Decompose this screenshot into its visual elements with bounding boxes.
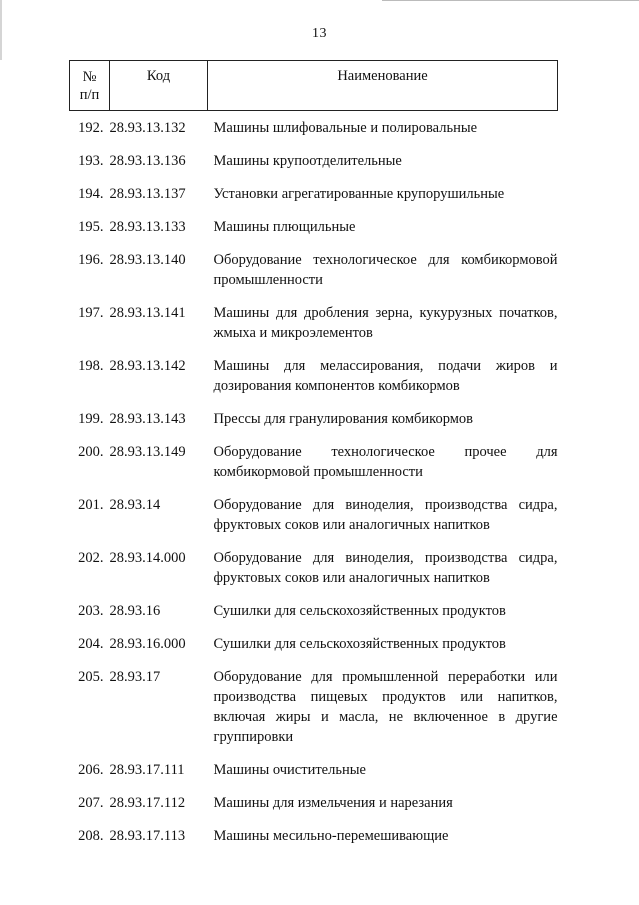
row-number: 199. — [78, 411, 104, 427]
row-name: Машины крупоотделительные — [213, 153, 402, 169]
row-name: Машины шлифовальные и полировальные — [213, 120, 478, 136]
column-header-code: Код — [110, 61, 208, 111]
row-code: 28.93.17.111 — [109, 762, 185, 778]
table-row — [70, 819, 558, 852]
row-name: Машины для измельчения и нарезания — [213, 795, 453, 811]
row-code: 28.93.13.140 — [109, 252, 186, 268]
row-number: 197. — [78, 305, 104, 321]
row-name: Машины для мелассирования, подачи жиров и дозирования компонентов комбикормов — [213, 358, 558, 394]
row-number: 200. — [78, 444, 104, 460]
row-code: 28.93.13.136 — [109, 153, 186, 169]
row-code: 28.93.13.143 — [109, 411, 186, 427]
row-number: 193. — [78, 153, 104, 169]
table-row — [70, 660, 558, 753]
table-header-row — [70, 61, 558, 111]
row-name: Сушилки для сельскохозяйственных продуктов — [213, 603, 506, 619]
row-name: Машины для дробления зерна, кукурузных початков, жмыха и микроэлементов — [213, 305, 558, 341]
row-number: 207. — [78, 795, 104, 811]
row-code: 28.93.17 — [109, 669, 161, 685]
row-name: Машины плющильные — [213, 219, 356, 235]
row-code: 28.93.13.137 — [109, 186, 186, 202]
row-number: 198. — [78, 358, 104, 374]
table-row — [70, 177, 558, 210]
table-row — [70, 243, 558, 296]
row-number: 206. — [78, 762, 104, 778]
row-code: 28.93.13.133 — [109, 219, 186, 235]
column-header-number-abbrev: п/п — [79, 86, 100, 103]
row-number: 196. — [78, 252, 104, 268]
table-row — [70, 402, 558, 435]
page-number: 13 — [312, 26, 327, 41]
table-row — [70, 594, 558, 627]
row-name: Оборудование технологическое прочее для комбикормовой промышленности — [213, 444, 558, 480]
table-row — [70, 349, 558, 402]
row-number: 204. — [78, 636, 104, 652]
table-row — [70, 627, 558, 660]
row-number: 202. — [78, 550, 104, 566]
table-row — [70, 210, 558, 243]
row-code: 28.93.13.141 — [109, 305, 186, 321]
table-row — [70, 296, 558, 349]
row-name: Прессы для гранулирования комбикормов — [213, 411, 474, 427]
row-code: 28.93.16.000 — [109, 636, 186, 652]
row-code: 28.93.14.000 — [109, 550, 186, 566]
row-number: 205. — [78, 669, 104, 685]
row-number: 208. — [78, 828, 104, 844]
table-row — [70, 111, 558, 145]
table-row — [70, 753, 558, 786]
row-number: 192. — [78, 120, 104, 136]
row-code: 28.93.17.112 — [109, 795, 186, 811]
row-name: Оборудование технологическое для комбикормовой промышленности — [213, 252, 558, 288]
column-header-number — [70, 61, 110, 111]
row-code: 28.93.13.142 — [109, 358, 186, 374]
column-header-name: Наименование — [208, 61, 558, 111]
row-code: 28.93.13.149 — [109, 444, 186, 460]
row-code: 28.93.17.113 — [109, 828, 186, 844]
scan-edge-mark-top — [382, 0, 639, 1]
row-name: Оборудование для виноделия, производства сидра, фруктовых соков или аналогичных напитков — [213, 497, 558, 533]
table-row — [70, 144, 558, 177]
table-row — [70, 786, 558, 819]
row-name: Оборудование для виноделия, производства сидра, фруктовых соков или аналогичных напитков — [213, 550, 558, 586]
row-number: 203. — [78, 603, 104, 619]
row-name: Установки агрегатированные крупорушильные — [213, 186, 505, 202]
row-name: Машины месильно-перемешивающие — [213, 828, 449, 844]
equipment-code-table — [69, 60, 558, 852]
row-code: 28.93.14 — [109, 497, 161, 513]
row-number: 201. — [78, 497, 104, 513]
table-row — [70, 541, 558, 594]
table-row — [70, 488, 558, 541]
table-row — [70, 435, 558, 488]
row-number: 194. — [78, 186, 104, 202]
row-code: 28.93.13.132 — [109, 120, 186, 136]
row-name: Оборудование для промышленной переработки или производства пищевых продуктов или напитков, включая жиры и масла, не включенное в другие группировки — [213, 669, 558, 745]
row-number: 195. — [78, 219, 104, 235]
column-header-number-sign: № — [82, 68, 97, 85]
row-name: Машины очистительные — [213, 762, 366, 778]
row-name: Сушилки для сельскохозяйственных продуктов — [213, 636, 506, 652]
row-code: 28.93.16 — [109, 603, 161, 619]
